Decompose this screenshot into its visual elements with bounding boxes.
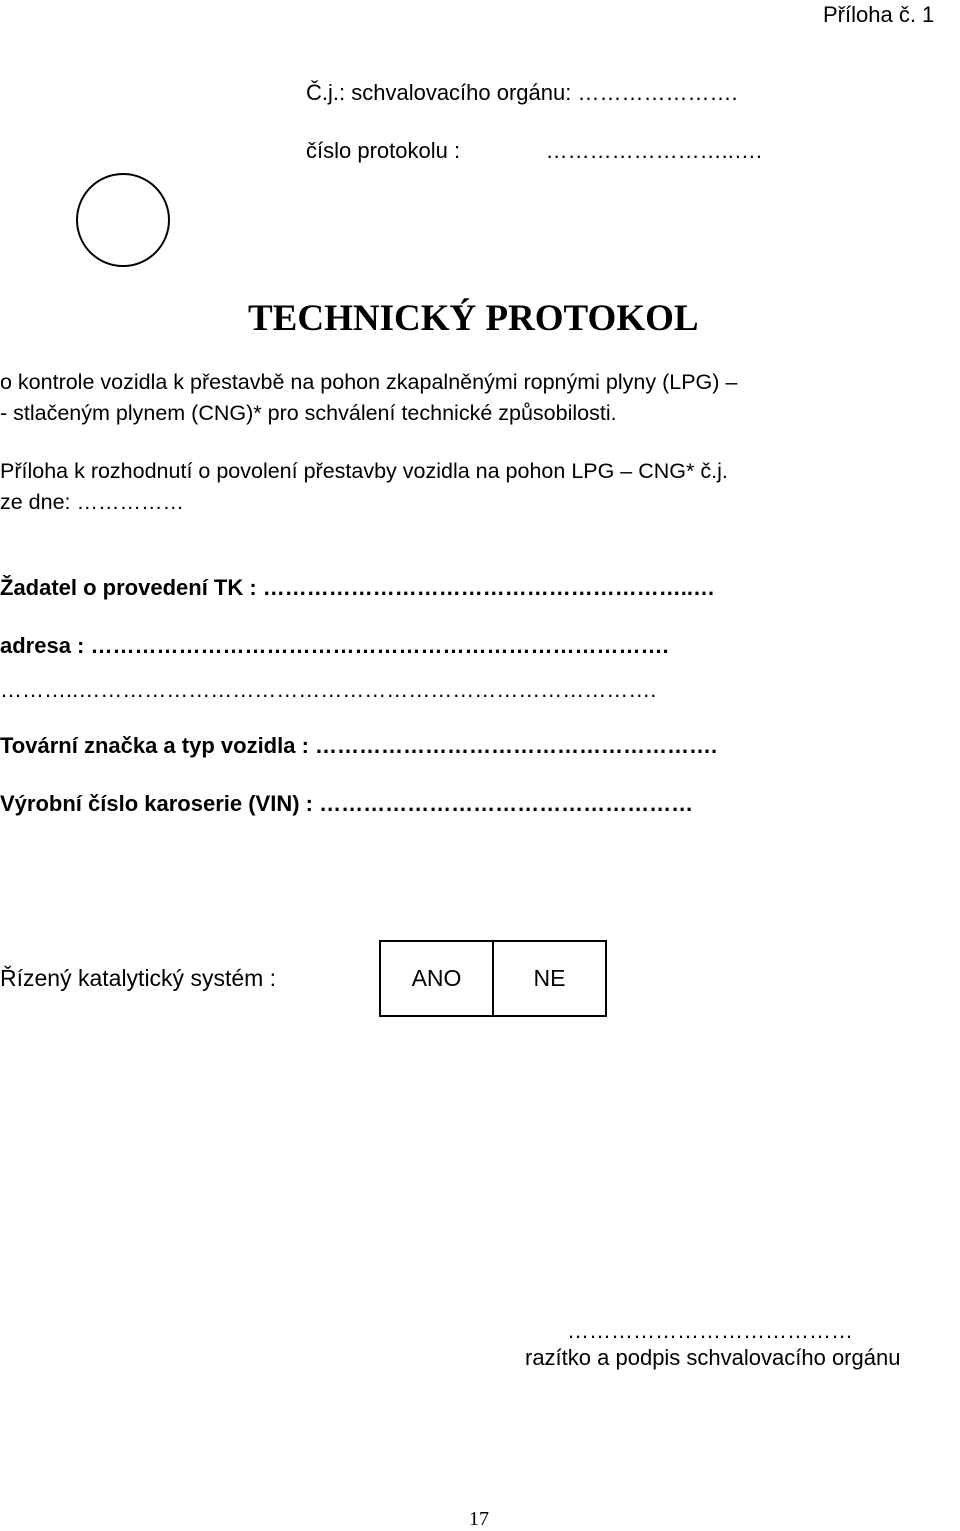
subtitle-line-1: o kontrole vozidla k přestavbě na pohon zkapalněnými ropnými plyny (LPG) – — [0, 370, 738, 394]
annex-label: Příloha č. 1 — [823, 2, 935, 27]
address-field: adresa : ……………………………………………………………………. — [0, 633, 669, 658]
catalytic-choice-box — [379, 940, 607, 1017]
annex-line-1: Příloha k rozhodnutí o povolení přestavby vozidla na pohon LPG – CNG* č.j. — [0, 459, 728, 483]
subtitle-line-2: - stlačeným plynem (CNG)* pro schválení technické způsobilosti. — [0, 401, 617, 425]
protocol-number: číslo protokolu : ……………………..…. — [306, 138, 762, 163]
signature-label: razítko a podpis schvalovacího orgánu — [525, 1345, 901, 1370]
annex-line-2: ze dne: …………… — [0, 490, 184, 514]
brand-type-field: Tovární značka a typ vozidla : ………………………………………………. — [0, 733, 718, 758]
vin-field: Výrobní číslo karoserie (VIN) : …………………………………………… — [0, 791, 694, 816]
reference-number: Č.j.: schvalovacího orgánu: …………………. — [306, 80, 738, 105]
applicant-field: Žadatel o provedení TK : …………………………………………………..… — [0, 575, 716, 600]
page-number: 17 — [469, 1508, 489, 1530]
choice-yes[interactable]: ANO — [411, 965, 462, 991]
choice-no[interactable]: NE — [492, 942, 605, 1015]
address-field-continued: ………..……………………………………………………………………. — [0, 677, 657, 702]
catalytic-system-label: Řízený katalytický systém : — [0, 965, 277, 991]
stamp-circle — [76, 173, 170, 267]
signature-dots: ………………………………… — [567, 1318, 853, 1343]
document-title: TECHNICKÝ PROTOKOL — [248, 298, 699, 339]
